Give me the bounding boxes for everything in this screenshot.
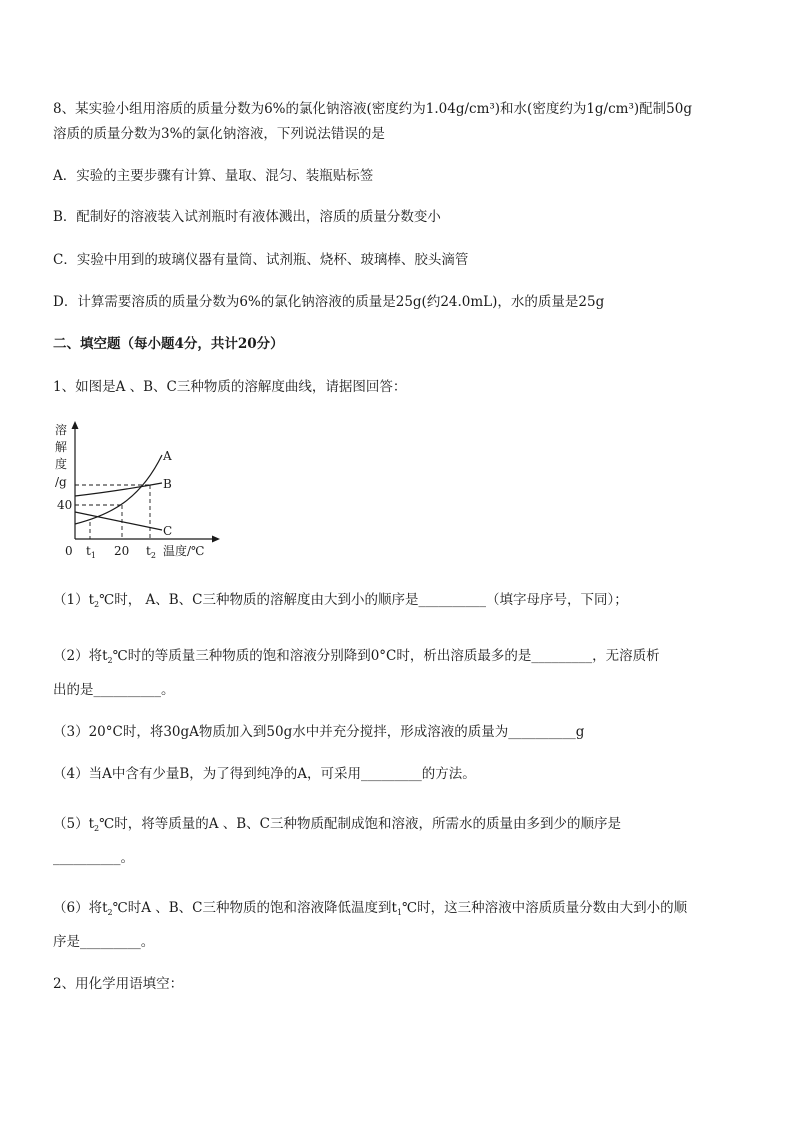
q8-option-d: D．计算需要溶质的质量分数为6%的氯化钠溶液的质量是25g(约24.0mL)，水的质量是25g	[53, 294, 605, 310]
y-axis-arrow	[72, 421, 79, 429]
y-axis-label-4: /g	[55, 475, 67, 489]
q8-stem-line1: 8、某实验小组用溶质的质量分数为6%的氯化钠溶液(密度约为1.04g/cm³)和水(密度约为1g/cm³)配制50g	[53, 101, 692, 117]
x-tick-20: 20	[114, 544, 130, 558]
x-tick-origin: 0	[65, 544, 73, 558]
q8-option-a: A．实验的主要步骤有计算、量取、混匀、装瓶贴标签	[53, 168, 374, 184]
curve-label-c: C	[163, 524, 173, 538]
q1-part6-line2: 序是_________。	[53, 934, 155, 950]
x-tick-t2: $t_2$	[146, 544, 156, 560]
q1-part5-line2: __________。	[53, 850, 134, 866]
x-tick-t1: $t_1$	[86, 544, 96, 560]
q8-option-b: B．配制好的溶液装入试剂瓶时有液体溅出，溶质的质量分数变小	[53, 209, 441, 225]
q1-part2-line1: （2）将$t_2℃$时的等质量三种物质的饱和溶液分别降到0°C时，析出溶质最多的是_________，无溶质析	[53, 648, 660, 665]
q1-part5-line1: $(5)t_2℃$时，将等质量的A 、B、C三种物质配制成饱和溶液，所需水的质量由多到少的顺序是	[53, 816, 622, 833]
q8-option-c: C．实验中用到的玻璃仪器有量筒、试剂瓶、烧杯、玻璃棒、胶头滴管	[53, 252, 469, 268]
q1-part1: $(1)t_2℃$时， A、B、C三种物质的溶解度由大到小的顺序是__________（填字母序号，下同）；	[53, 592, 628, 609]
q1-part4: （4）当A中含有少量B，为了得到纯净的A，可采用_________的方法。	[53, 766, 476, 782]
q1-part6-line1: （6）将$t_2℃$时A 、B、C三种物质的饱和溶液降低温度到$t_1℃$时，这三种溶液中溶质质量分数由大到小的顺	[53, 900, 688, 917]
y-axis-label-2: 解	[55, 440, 68, 454]
curve-label-a: A	[163, 449, 172, 463]
q1-intro: 1、如图是A 、B、C三种物质的溶解度曲线，请据图回答：	[53, 379, 407, 395]
q2-intro: 2、用化学用语填空：	[53, 976, 184, 992]
solubility-curve-figure	[50, 415, 230, 565]
x-axis-label: 温度/℃	[163, 544, 205, 558]
y-axis-label-3: 度	[55, 457, 68, 471]
y-tick-40: 40	[57, 498, 73, 512]
x-axis-arrow	[212, 536, 220, 543]
section-title: 二、填空题（每小题4分，共计20分）	[53, 336, 284, 352]
curve-c	[75, 512, 162, 530]
curve-a	[75, 455, 162, 524]
q1-part3: （3）20°C时，将30gA物质加入到50g水中并充分搅拌，形成溶液的质量为__________g	[53, 724, 585, 740]
curve-label-b: B	[163, 477, 172, 491]
y-axis-label-1: 溶	[55, 423, 68, 437]
q1-part2-line2: 出的是__________。	[53, 682, 175, 698]
q8-stem-line2: 溶质的质量分数为3%的氯化钠溶液，下列说法错误的是	[53, 126, 385, 142]
